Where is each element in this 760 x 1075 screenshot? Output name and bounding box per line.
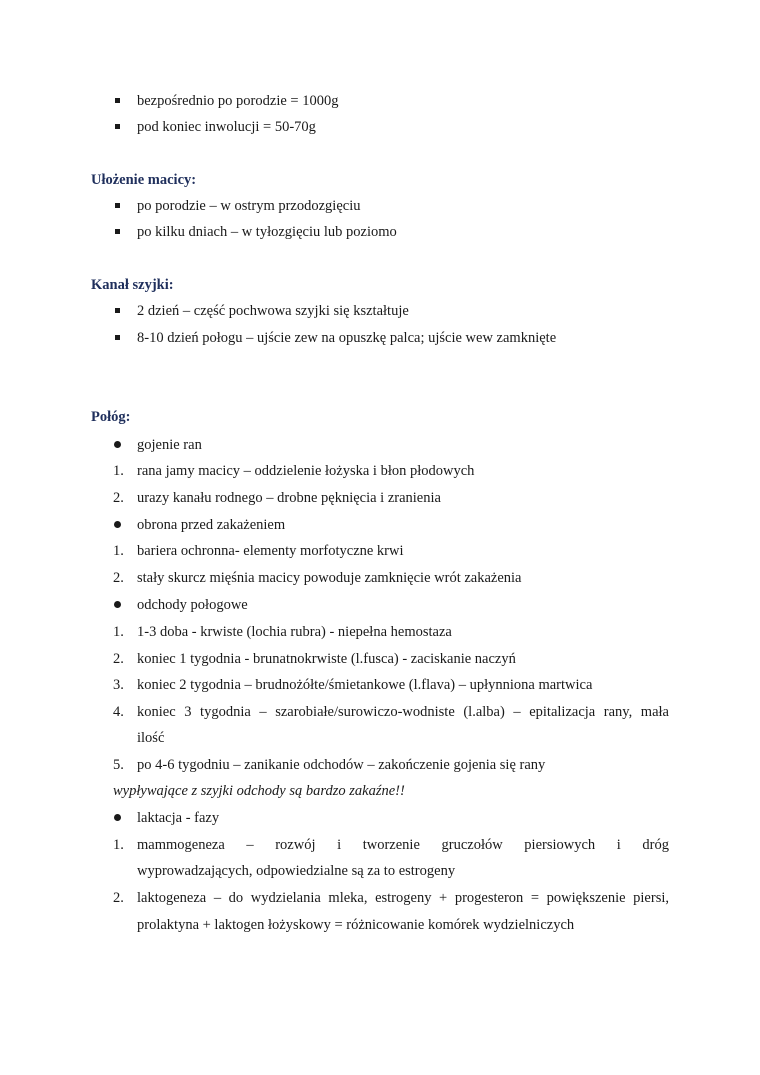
list-item-text: po kilku dniach – w tyłozgięciu lub poziomo bbox=[137, 224, 397, 240]
item-number: 2. bbox=[113, 570, 124, 586]
item-number: 1. bbox=[113, 543, 124, 559]
round-bullet-icon bbox=[114, 441, 121, 448]
item-number: 1. bbox=[113, 837, 124, 853]
list-item-text-continued: ilość bbox=[137, 730, 165, 746]
list-item-text: laktogeneza – do wydzielania mleka, estrogeny + progesteron = powiększenie piersi, bbox=[137, 890, 669, 906]
item-number: 1. bbox=[113, 463, 124, 479]
list-item-text-continued: wyprowadzających, odpowiedzialne są za to estrogeny bbox=[137, 863, 456, 879]
item-number: 5. bbox=[113, 757, 124, 773]
list-item-text: laktacja - fazy bbox=[137, 810, 220, 826]
list-item-text: bariera ochronna- elementy morfotyczne krwi bbox=[137, 543, 404, 559]
list-item-text: gojenie ran bbox=[137, 437, 202, 453]
square-bullet-icon bbox=[115, 203, 120, 208]
section-heading-kanal: Kanał szyjki: bbox=[91, 277, 174, 293]
item-number: 1. bbox=[113, 624, 124, 640]
list-item-text-continued: prolaktyna + laktogen łożyskowy = różnicowanie komórek wydzielniczych bbox=[137, 917, 575, 933]
list-item-text: pod koniec inwolucji = 50-70g bbox=[137, 119, 316, 135]
square-bullet-icon bbox=[115, 335, 120, 340]
round-bullet-icon bbox=[114, 814, 121, 821]
list-item-text: urazy kanału rodnego – drobne pęknięcia i zranienia bbox=[137, 490, 441, 506]
item-number: 2. bbox=[113, 651, 124, 667]
list-item-text: rana jamy macicy – oddzielenie łożyska i błon płodowych bbox=[137, 463, 475, 479]
italic-note: wypływające z szyjki odchody są bardzo zakaźne!! bbox=[113, 783, 405, 799]
item-number: 2. bbox=[113, 490, 124, 506]
list-item-text: koniec 1 tygodnia - brunatnokrwiste (l.fusca) - zaciskanie naczyń bbox=[137, 651, 516, 667]
list-item-text: stały skurcz mięśnia macicy powoduje zamknięcie wrót zakażenia bbox=[137, 570, 522, 586]
list-item-text: koniec 2 tygodnia – brudnożółte/śmietankowe (l.flava) – upłynniona martwica bbox=[137, 677, 593, 693]
list-item-text: koniec 3 tygodnia – szarobiałe/surowiczo-wodniste (l.alba) – epitalizacja rany, mała bbox=[137, 704, 669, 720]
item-number: 2. bbox=[113, 890, 124, 906]
round-bullet-icon bbox=[114, 521, 121, 528]
square-bullet-icon bbox=[115, 229, 120, 234]
list-item-text: obrona przed zakażeniem bbox=[137, 517, 286, 533]
round-bullet-icon bbox=[114, 601, 121, 608]
section-heading-ulozenie: Ułożenie macicy: bbox=[91, 172, 197, 188]
square-bullet-icon bbox=[115, 98, 120, 103]
square-bullet-icon bbox=[115, 124, 120, 129]
section-heading-polog: Połóg: bbox=[91, 409, 131, 425]
list-item-text: bezpośrednio po porodzie = 1000g bbox=[137, 93, 339, 109]
list-item-text: odchody połogowe bbox=[137, 597, 248, 613]
list-item-text: po 4-6 tygodniu – zanikanie odchodów – zakończenie gojenia się rany bbox=[137, 757, 546, 773]
square-bullet-icon bbox=[115, 308, 120, 313]
list-item-text: 1-3 doba - krwiste (lochia rubra) - niepełna hemostaza bbox=[137, 624, 452, 640]
list-item-text: 8-10 dzień połogu – ujście zew na opuszkę palca; ujście wew zamknięte bbox=[137, 330, 557, 346]
item-number: 4. bbox=[113, 704, 124, 720]
list-item-text: 2 dzień – część pochwowa szyjki się kształtuje bbox=[137, 303, 409, 319]
list-item-text: po porodzie – w ostrym przodozgięciu bbox=[137, 198, 361, 214]
item-number: 3. bbox=[113, 677, 124, 693]
list-item-text: mammogeneza – rozwój i tworzenie gruczołów piersiowych i dróg bbox=[137, 837, 669, 853]
